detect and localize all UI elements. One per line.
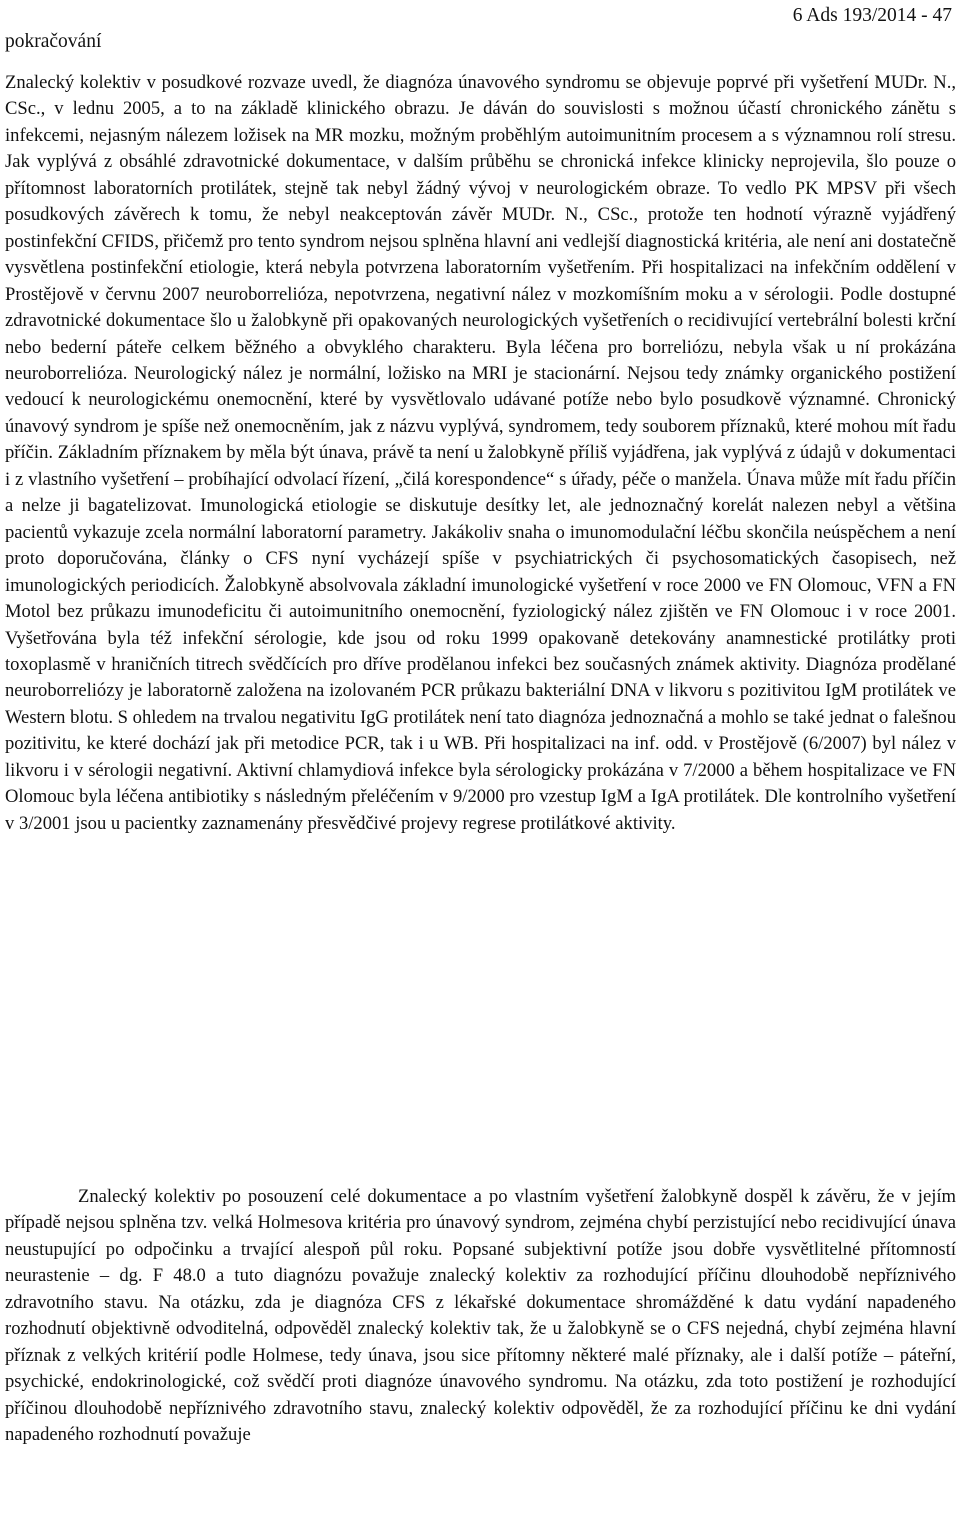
body-paragraph: Znalecký kolektiv po posouzení celé dokumentace a po vlastním vyšetření žalobkyně dospěl k závěru, že v jejím případě nejsou splněna tzv. velká Holmesova kritéria pro únavový syndrom, zejména chybí perzistující nebo recidivující únava neustupující po odpočinku a trvající alespoň půl roku. Popsané subjektivní potíže jsou dobře vysvětlitelné přítomností neurastenie – dg. F 48.0 a tuto diagnózu považuje znalecký kolektiv za rozhodující příčinu dlouhodobě nepříznivého zdravotního stavu. Na otázku, zda je diagnóza CFS z lékařské dokumentace shromážděné k datu vydání napadeného rozhodnutí objektivně odvoditelná, odpověděl znalecký kolektiv tak, že u žalobkyně se o CFS nejedná, chybí zejména hlavní příznak z velkých kritérií podle Holmese, tedy únava, jsou sice přítomny některé malé příznaky, ale i další potíže – páteřní, psychické, endokrinologické, což svědčí proti diagnóze únavového syndromu. Na otázku, zda toto postižení je rozhodující příčinou dlouhodobě nepříznivého zdravotního stavu, znalecký kolektiv odpověděl, že za rozhodující příčinu ke dni vydání napadeného rozhodnutí považuje: [5, 1186, 956, 1446]
continuation-label: pokračování: [5, 31, 102, 52]
case-reference: 6 Ads 193/2014 - 47: [792, 5, 952, 26]
body-paragraph: Znalecký kolektiv v posudkové rozvaze uvedl, že diagnóza únavového syndromu se objevuje poprvé při vyšetření MUDr. N., CSc., v lednu 2005, a to na základě klinického obrazu. Je dáván do souvislosti s možnou účastí chronického zánětu s infekcemi, nejasným nálezem ložisek na MR mozku, možným proběhlým autoimunitním procesem a s významnou rolí stresu. Jak vyplývá z obsáhlé zdravotnické dokumentace, v dalším průběhu se chronická infekce klinicky neprojevila, šlo pouze o přítomnost laboratorních protilátek, stejně tak nebyl žádný vývoj v neurologickém obraze. To vedlo PK MPSV při všech posudkových závěrech k tomu, že nebyl neakceptován závěr MUDr. N., CSc., protože ten hodnotí výrazně vyjádřený postinfekční CFIDS, přičemž pro tento syndrom nejsou splněna hlavní ani vedlejší diagnostická kritéria, ale není ani dostatečně vysvětlena postinfekční etiologie, která nebyla potvrzena laboratorním vyšetřením. Při hospitalizaci na infekčním oddělení v Prostějově v červnu 2007 neuroborrelióza, nepotvrzena, negativní nález v mozkomíšním moku a v sérologii. Podle dostupné zdravotnické dokumentace šlo u žalobkyně při opakovaných neurologických vyšetřeních o recidivující vertebrální bolesti krční nebo bederní páteře celkem běžného a obvyklého charakteru. Byla léčena pro borreliózu, nebyla však u ní prokázána neuroborrelióza. Neurologický nález je normální, ložisko na MRI je stacionární. Nejsou tedy známky organického postižení vedoucí k neurologickému onemocnění, které by vysvětlovalo udávané potíže nebo bylo posudkově významné. Chronický únavový syndrom je spíše než onemocněním, jak z názvu vyplývá, syndromem, tedy souborem příznaků, které mohou mít řadu příčin. Základním příznakem by měla být únava, právě ta není u žalobkyně příliš vyjádřena, jak vyplývá z údajů v dokumentaci i z vlastního vyšetření – probíhající odvolací řízení, „čilá korespondence“ s úřady, péče o manžela. Únava může mít řadu příčin a nelze ji bagatelizovat. Imunologická etiologie se diskutuje desítky let, ale jednoznačný korelát nalezen nebyl a většina pacientů vykazuje zcela normální laboratorní parametry. Jakákoliv snaha o imunomodulační léčbu skončila neúspěchem a není proto doporučována, články o CFS nyní vycházejí spíše v psychiatrických či psychosomatických časopisech, než imunologických periodicích. Žalobkyně absolvovala základní imunologické vyšetření v roce 2000 ve FN Olomouc, VFN a FN Motol bez průkazu imunodeficitu či autoimunitního onemocnění, fyziologický nález zjištěn ve FN Olomouc i v roce 2001. Vyšetřována byla též infekční sérologie, kde jsou od roku 1999 opakovaně detekovány anamnestické protilátky proti toxoplasmě v hraničních titrech svědčících pro dříve prodělanou infekci bez současných známek aktivity. Diagnóza prodělané neuroborreliózy je laboratorně založena na izolovaném PCR průkazu bakteriální DNA v likvoru s pozitivitou IgM protilátek ve Western blotu. S ohledem na trvalou negativitu IgG protilátek není tato diagnóza jednoznačná a mohlo se také jednat o falešnou pozitivitu, ke které dochází jak při metodice PCR, tak i u WB. Při hospitalizaci na inf. odd. v Prostějově (6/2007) byl nález v likvoru i v sérologii negativní. Aktivní chlamydiová infekce byla sérologicky prokázána v 7/2000 a během hospitalizace ve FN Olomouc byla léčena antibiotiky s následným přeléčením v 9/2000 pro vzestup IgM a IgA protilátek. Dle kontrolního vyšetření v 3/2001 jsou u pacientky zaznamenány přesvědčivé projevy regrese protilátkové aktivity.: [5, 72, 956, 834]
page-header: [5, 0, 956, 66]
